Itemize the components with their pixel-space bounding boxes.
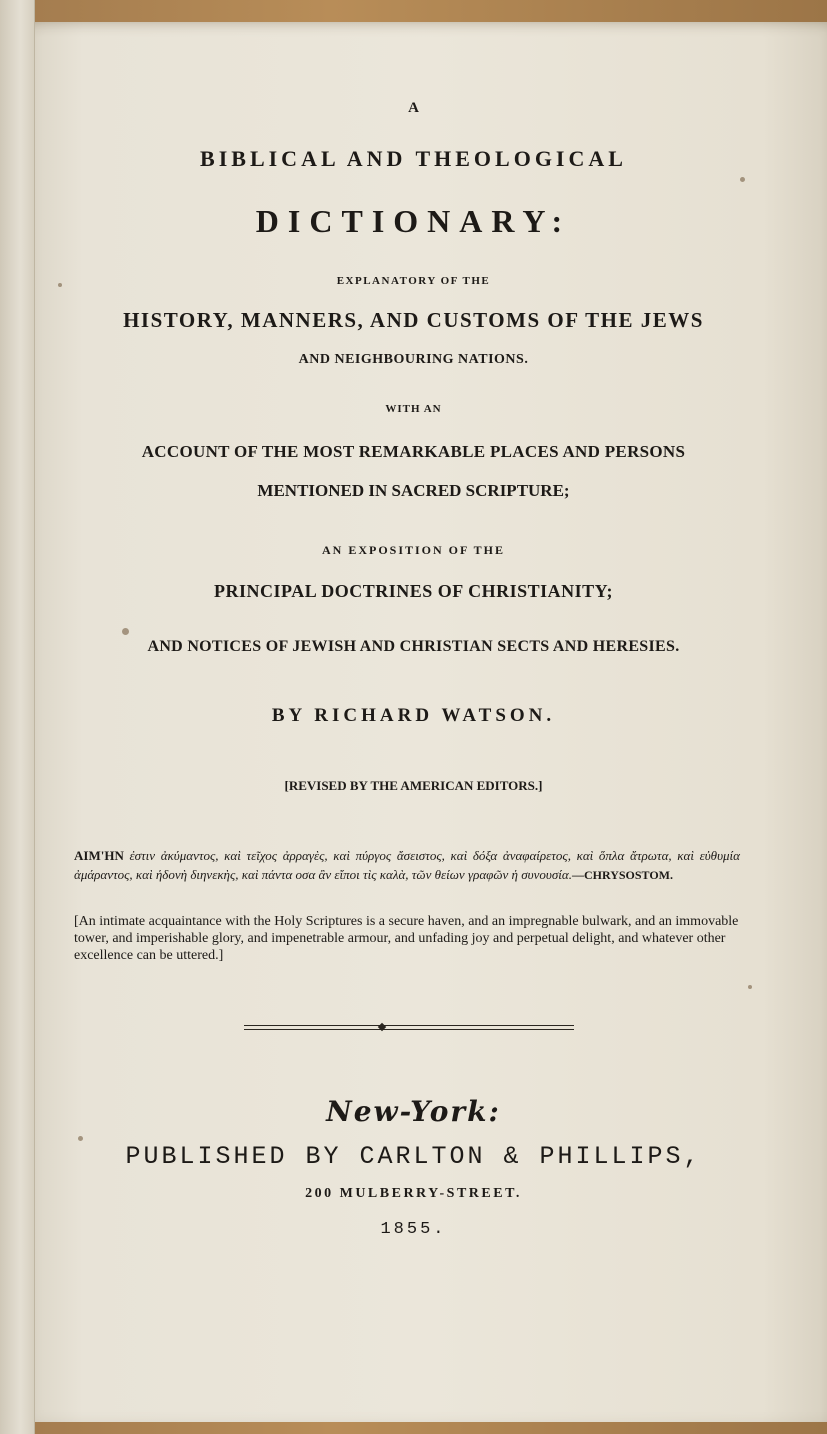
- subtitle-account: ACCOUNT OF THE MOST REMARKABLE PLACES AND PERSONS: [141, 442, 686, 461]
- title-article: A: [408, 100, 419, 116]
- subtitle-principal: PRINCIPAL DOCTRINES OF CHRISTIANITY;: [214, 581, 613, 601]
- greek-epigraph-start: AIM'HN: [74, 848, 124, 863]
- imprint-place: New-York:: [326, 1095, 501, 1128]
- epigraph-author: —CHRYSOSTOM.: [571, 868, 673, 882]
- title-line-1: BIBLICAL AND THEOLOGICAL: [200, 146, 627, 171]
- title-line-2: DICTIONARY:: [255, 203, 572, 239]
- subtitle-with-an: WITH AN: [385, 403, 442, 415]
- paper-speck: [122, 628, 129, 635]
- imprint-year: 1855.: [380, 1220, 447, 1239]
- subtitle-explanatory: EXPLANATORY OF THE: [336, 275, 491, 287]
- paper-speck: [78, 1136, 83, 1141]
- imprint-publisher: PUBLISHED BY CARLTON & PHILLIPS,: [125, 1142, 702, 1171]
- english-translation: [An intimate acquaintance with the Holy Scriptures is a secure haven, and an impregnable bulwark, and an immovable tower, and imperishable glory, and impenetrable armour, and unfading joy and perpetual delight, and whatever other excellence can be uttered.]: [74, 914, 739, 963]
- revised-note: [REVISED BY THE AMERICAN EDITORS.]: [284, 778, 543, 793]
- subtitle-history: HISTORY, MANNERS, AND CUSTOMS OF THE JEWS: [123, 308, 704, 332]
- author-line: BY RICHARD WATSON.: [271, 705, 556, 726]
- paper-speck: [740, 177, 745, 182]
- subtitle-notices: AND NOTICES OF JEWISH AND CHRISTIAN SECTS AND HERESIES.: [147, 638, 680, 655]
- decorative-rule: [244, 1025, 574, 1030]
- imprint-address: 200 MULBERRY-STREET.: [305, 1186, 522, 1201]
- greek-epigraph: [74, 846, 740, 885]
- paper-speck: [748, 985, 752, 989]
- paper-speck: [58, 283, 62, 287]
- subtitle-exposition: AN EXPOSITION OF THE: [321, 543, 506, 557]
- subtitle-mentioned: MENTIONED IN SACRED SCRIPTURE;: [257, 481, 570, 500]
- subtitle-neighbouring: AND NEIGHBOURING NATIONS.: [298, 352, 529, 367]
- greek-epigraph-text: ἐστιν ἀκύμαντος, καὶ τεῖχος ἀρραγὲς, καὶ πύργος ἄσειστος, καὶ δόξα ἀναφαίρετος, καὶ ὅπλα ἄτρωτα, καὶ εὐθυμία ἀμάραντος, καὶ ἡδονὴ διηνεκὴς, καὶ πάντα οσα ἂν εἴποι τὶς καλὰ, τῶν θείων γραφῶν ἡ συνουσία.: [74, 848, 740, 882]
